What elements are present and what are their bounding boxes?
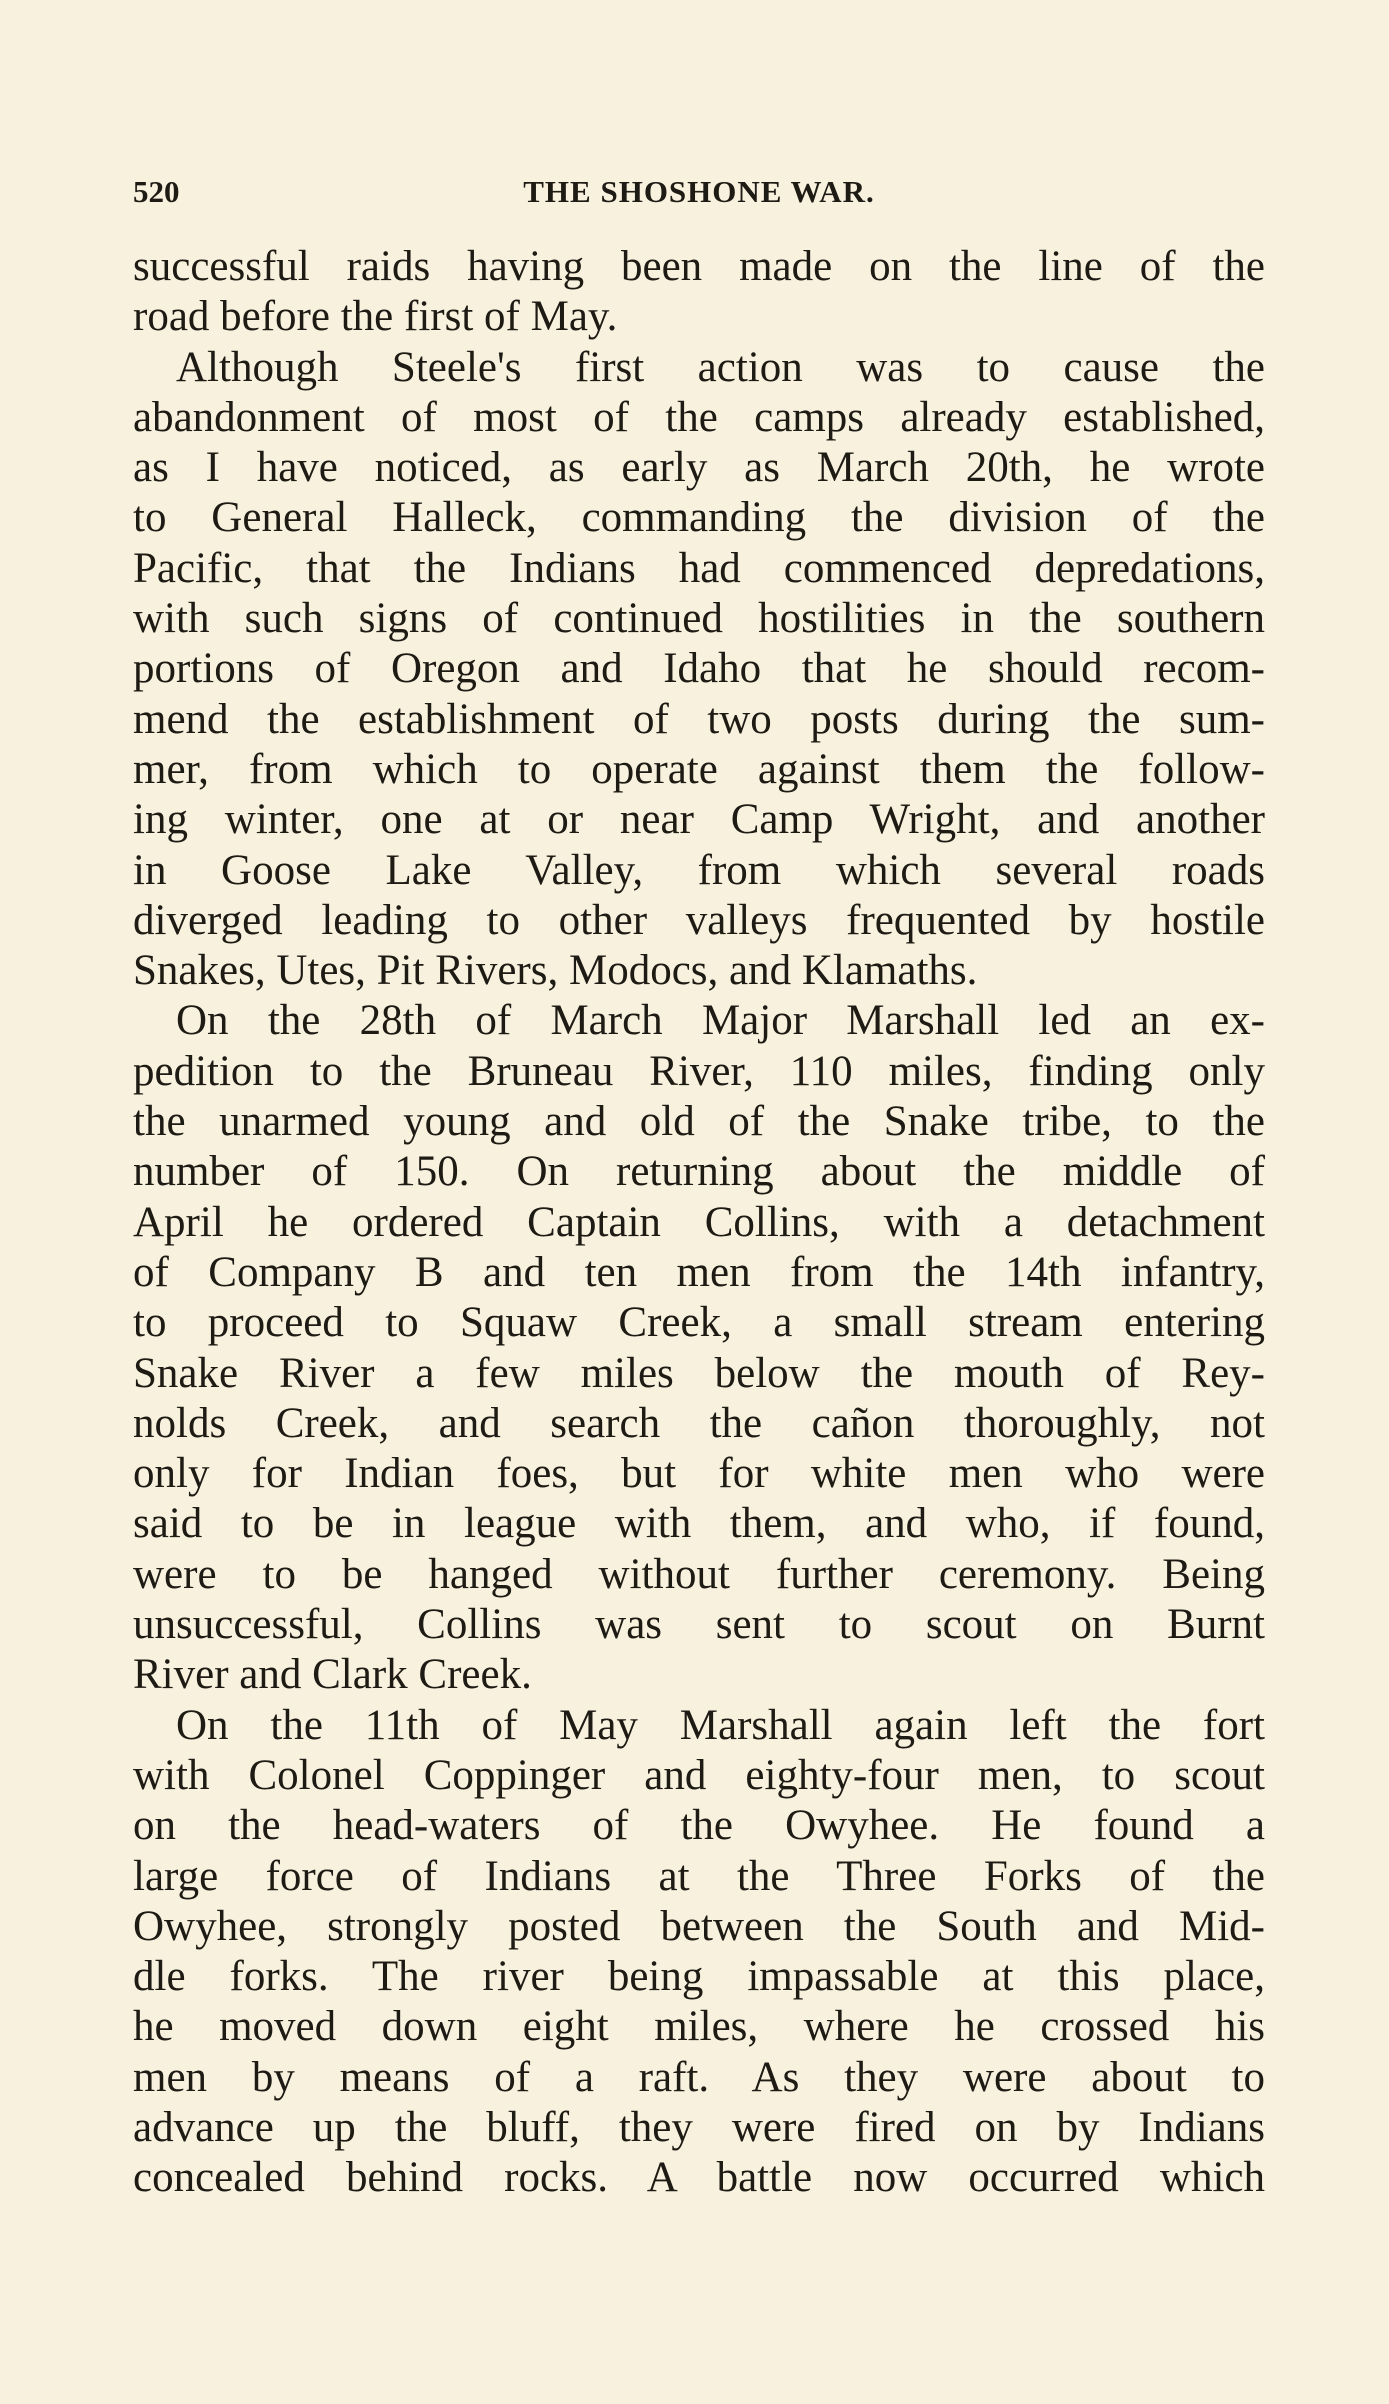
text-line: road before the first of May. — [133, 293, 618, 341]
text-line: men by means of a raft. As they were about to — [133, 2053, 1265, 2101]
text-line: were to be hanged without further ceremony. Being — [133, 1550, 1265, 1598]
text-line: abandonment of most of the camps already established, — [133, 393, 1265, 441]
text-line: mend the establishment of two posts during the sum- — [133, 695, 1265, 743]
text-line: dle forks. The river being impassable at this place, — [133, 1953, 1265, 2001]
text-line: mer, from which to operate against them the follow- — [133, 745, 1265, 793]
text-line: nolds Creek, and search the cañon thoroughly, not — [133, 1399, 1265, 1447]
text-line: River and Clark Creek. — [133, 1651, 532, 1699]
text-line: Owyhee, strongly posted between the South and Mid- — [133, 1902, 1265, 1950]
text-line: Snakes, Utes, Pit Rivers, Modocs, and Klamaths. — [133, 947, 978, 995]
text-line: with Colonel Coppinger and eighty-four men, to scout — [133, 1751, 1265, 1799]
text-line: as I have noticed, as early as March 20th, he wrote — [133, 444, 1265, 492]
text-line: only for Indian foes, but for white men who were — [133, 1450, 1265, 1498]
text-line: Snake River a few miles below the mouth of Rey- — [133, 1349, 1265, 1397]
text-line: successful raids having been made on the line of the — [133, 243, 1265, 290]
text-line: of Company B and ten men from the 14th infantry, — [133, 1248, 1265, 1296]
text-line: On the 28th of March Major Marshall led an ex- — [176, 997, 1265, 1045]
text-line: large force of Indians at the Three Forks of the — [133, 1852, 1265, 1900]
text-line: he moved down eight miles, where he crossed his — [133, 2003, 1265, 2051]
page-number: 520 — [133, 174, 180, 209]
text-line: concealed behind rocks. A battle now occurred which — [133, 2154, 1265, 2202]
running-title: THE SHOSHONE WAR. — [523, 174, 875, 209]
text-line: the unarmed young and old of the Snake tribe, to the — [133, 1098, 1265, 1146]
page-header — [133, 172, 1265, 212]
text-line: to General Halleck, commanding the division of the — [133, 494, 1265, 542]
text-line: Although Steele's first action was to cause the — [176, 343, 1265, 391]
text-line: unsuccessful, Collins was sent to scout on Burnt — [133, 1601, 1265, 1649]
text-line: number of 150. On returning about the middle of — [133, 1148, 1265, 1196]
text-line: Pacific, that the Indians had commenced depredations, — [133, 544, 1265, 592]
text-line: advance up the bluff, they were fired on by Indians — [133, 2103, 1265, 2151]
text-line: On the 11th of May Marshall again left the fort — [176, 1701, 1265, 1749]
text-line: April he ordered Captain Collins, with a detachment — [133, 1198, 1265, 1246]
text-line: to proceed to Squaw Creek, a small stream entering — [133, 1299, 1265, 1347]
text-line: said to be in league with them, and who, if found, — [133, 1500, 1265, 1548]
text-line: portions of Oregon and Idaho that he should recom- — [133, 645, 1265, 693]
body-text — [133, 242, 1265, 2204]
text-line: on the head-waters of the Owyhee. He found a — [133, 1802, 1265, 1850]
text-line: with such signs of continued hostilities in the southern — [133, 595, 1265, 643]
text-line: ing winter, one at or near Camp Wright, and another — [133, 796, 1265, 844]
text-line: pedition to the Bruneau River, 110 miles, finding only — [133, 1047, 1265, 1095]
text-line: diverged leading to other valleys frequented by hostile — [133, 896, 1265, 944]
text-line: in Goose Lake Valley, from which several roads — [133, 846, 1265, 894]
